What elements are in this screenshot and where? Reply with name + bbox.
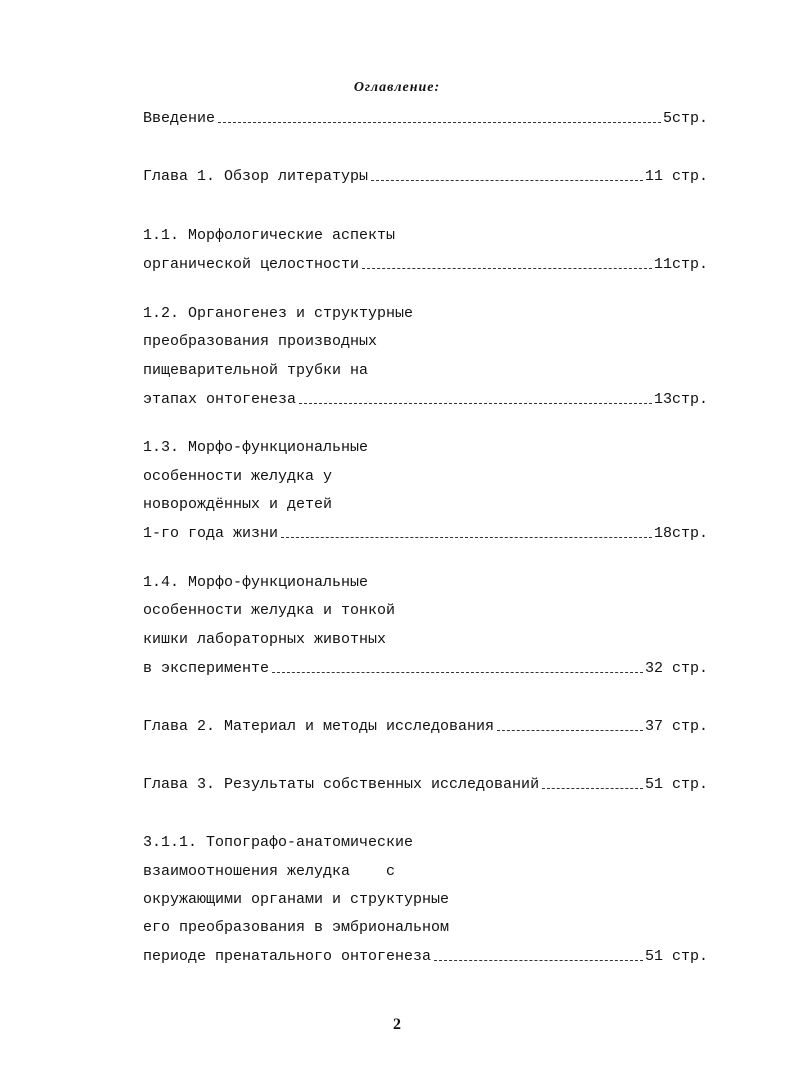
toc-entry-line: окружающими органами и структурные xyxy=(143,891,450,908)
toc-entry-label: периоде пренатального онтогенеза xyxy=(143,948,432,965)
toc-title: Оглавление: xyxy=(353,80,441,95)
dot-leader xyxy=(299,403,652,404)
page-number: 2 xyxy=(393,1016,401,1033)
toc-entry-page: 11стр. xyxy=(653,256,708,273)
toc-entry xyxy=(143,389,708,409)
dot-leader xyxy=(542,788,643,789)
toc-entry-page: 13стр. xyxy=(653,391,708,408)
dot-leader xyxy=(218,122,661,123)
dot-leader xyxy=(362,268,652,269)
toc-entry-page: 37 стр. xyxy=(644,718,708,735)
toc-entry-page: 32 стр. xyxy=(644,660,708,677)
dot-leader xyxy=(371,180,643,181)
toc-entry-line: 1.3. Морфо-функциональные xyxy=(143,439,369,456)
toc-entry xyxy=(143,523,708,543)
toc-entry-line: новорождённых и детей xyxy=(143,496,333,513)
toc-entry xyxy=(143,774,708,794)
toc-entry-line: пищеварительной трубки на xyxy=(143,362,369,379)
toc-entry-page: 18стр. xyxy=(653,525,708,542)
toc-entry-line: 1.4. Морфо-функциональные xyxy=(143,574,369,591)
toc-entry-label: Глава 2. Материал и методы исследования xyxy=(143,718,495,735)
toc-entry-label: Введение xyxy=(143,110,216,127)
toc-entry-line: преобразования производных xyxy=(143,333,378,350)
toc-entry xyxy=(143,166,708,186)
toc-entry xyxy=(143,946,708,966)
toc-entry-line: особенности желудка у xyxy=(143,468,333,485)
toc-entry-line: кишки лабораторных животных xyxy=(143,631,387,648)
toc-entry-label: в эксперименте xyxy=(143,660,270,677)
toc-entry-page: 11 стр. xyxy=(644,168,708,185)
toc-entry-label: органической целостности xyxy=(143,256,360,273)
toc-entry-page: 51 стр. xyxy=(644,948,708,965)
toc-entry-line: 3.1.1. Топографо-анатомические xyxy=(143,834,414,851)
toc-entry xyxy=(143,108,708,128)
toc-entry xyxy=(143,716,708,736)
toc-entry-label: Глава 3. Результаты собственных исследований xyxy=(143,776,540,793)
dot-leader xyxy=(272,672,643,673)
dot-leader xyxy=(497,730,643,731)
toc-entry-line: его преобразования в эмбриональном xyxy=(143,919,450,936)
toc-entry-label: этапах онтогенеза xyxy=(143,391,297,408)
toc-entry xyxy=(143,254,708,274)
toc-entry-page: 5стр. xyxy=(662,110,708,127)
toc-entry-page: 51 стр. xyxy=(644,776,708,793)
toc-entry-label: Глава 1. Обзор литературы xyxy=(143,168,369,185)
toc-entry-line: взаимоотношения желудка с xyxy=(143,863,396,880)
toc-entry-line: 1.1. Морфологические аспекты xyxy=(143,227,396,244)
toc-entry-line: особенности желудка и тонкой xyxy=(143,602,396,619)
toc-entry xyxy=(143,658,708,678)
dot-leader xyxy=(281,537,652,538)
toc-entry-label: 1-го года жизни xyxy=(143,525,279,542)
dot-leader xyxy=(434,960,643,961)
toc-entry-line: 1.2. Органогенез и структурные xyxy=(143,305,414,322)
